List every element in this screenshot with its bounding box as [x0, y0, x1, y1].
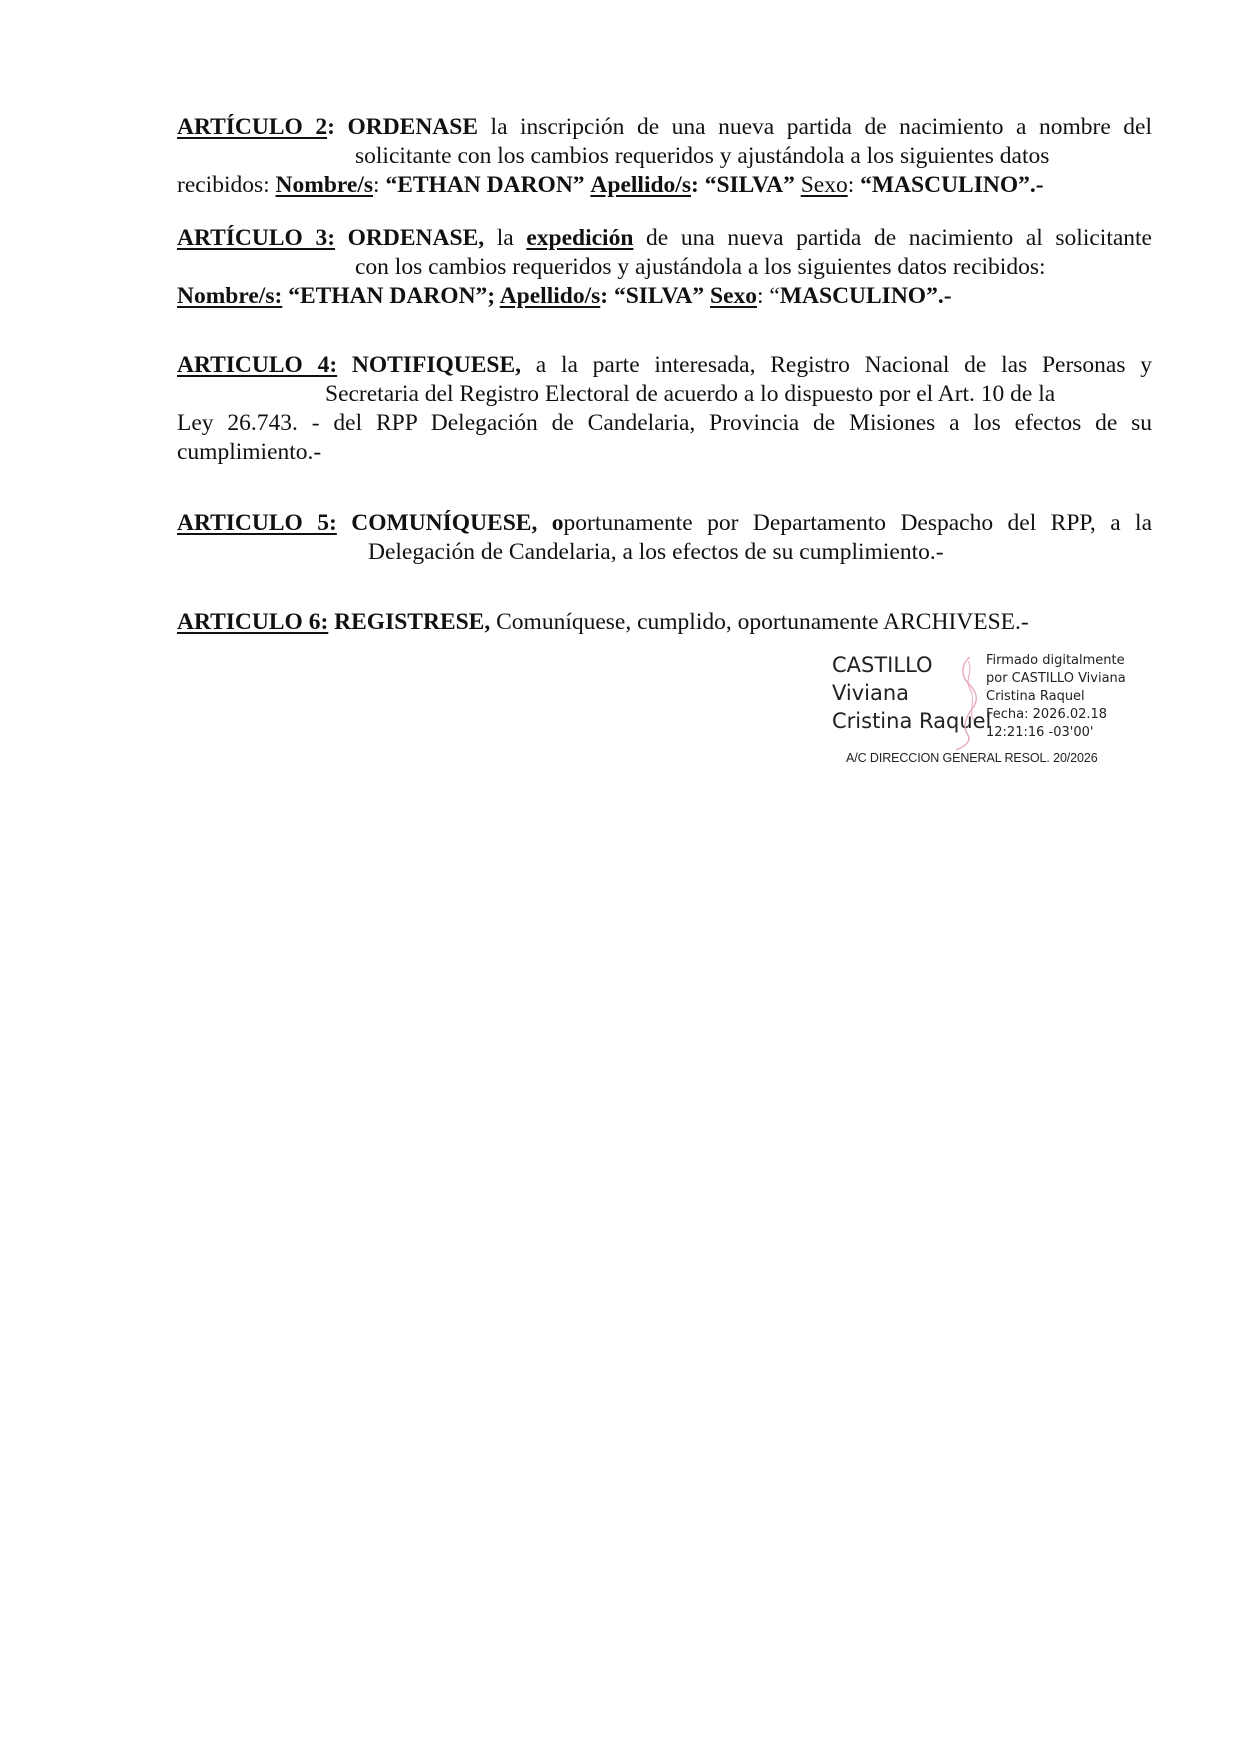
- article-2-label: ARTÍCULO 2: [177, 114, 328, 140]
- article-4-line-4: [177, 438, 1152, 467]
- signature-detail-line-2: por CASTILLO Viviana: [986, 671, 1126, 686]
- article-4: [177, 351, 1152, 467]
- article-2-verb: ORDENASE: [347, 114, 479, 140]
- article-5-line-1: [177, 509, 1152, 538]
- article-2-apellido-value: “SILVA”: [704, 172, 795, 198]
- article-4-line-3: [177, 409, 1152, 438]
- article-2-apellido-label: Apellido/s: [590, 172, 691, 198]
- article-4-text-4: cumplimiento.-: [177, 439, 322, 465]
- article-2-nombre-value: “ETHAN DARON”: [385, 172, 585, 198]
- article-4-text-2: Secretaria del Registro Electoral de acuerdo a lo dispuesto por el Art. 10 de la: [325, 381, 1056, 407]
- article-2-sexo-sep: :: [847, 172, 861, 198]
- signer-role: A/C DIRECCION GENERAL RESOL. 20/2026: [846, 751, 1098, 765]
- article-2-sexo-value: “MASCULINO”.-: [860, 172, 1044, 198]
- signer-name-line-2: Viviana: [832, 681, 910, 705]
- signature-detail-line-4: Fecha: 2026.02.18: [986, 707, 1108, 722]
- signature-mark-icon: [950, 653, 990, 753]
- article-6-text-1: Comuníquese, cumplido, oportunamente ARCHIVESE.-: [490, 609, 1029, 635]
- signature-detail-line-1: Firmado digitalmente: [986, 653, 1125, 668]
- article-4-text-1: a la parte interesada, Registro Nacional de las Personas y: [521, 352, 1152, 378]
- article-3-sexo-value: MASCULINO”.-: [779, 283, 952, 309]
- signature-detail-line-3: Cristina Raquel: [986, 689, 1085, 704]
- article-5: [177, 509, 1152, 567]
- article-3-nombre-label: Nombre/s:: [177, 283, 283, 309]
- signature-details: [986, 652, 1126, 742]
- article-3-line-1: [177, 224, 1152, 253]
- article-2-line-1: [177, 113, 1152, 142]
- article-4-line-2: [177, 380, 1152, 409]
- article-2-nombre-sep: :: [373, 172, 386, 198]
- article-6-label: ARTICULO 6:: [177, 609, 329, 635]
- article-5-text-1: portunamente por Departamento Despacho del RPP, a la: [563, 510, 1153, 536]
- article-3-line-3: [177, 282, 1152, 311]
- article-2-apellido-sep: :: [690, 172, 705, 198]
- signature-detail-line-5: 12:21:16 -03'00': [986, 725, 1094, 740]
- article-3-sexo-label: Sexo: [710, 283, 757, 309]
- signer-name-line-1: CASTILLO: [832, 653, 933, 677]
- article-2-text-3-prefix: recibidos:: [177, 172, 276, 198]
- article-6: [177, 608, 1152, 637]
- article-2-sexo-label: Sexo: [800, 172, 848, 198]
- article-2-text-1: la inscripción de una nueva partida de nacimiento a nombre del: [478, 114, 1152, 140]
- article-2-nombre-label: Nombre/s: [275, 172, 374, 198]
- article-4-text-3: Ley 26.743. - del RPP Delegación de Candelaria, Provincia de Misiones a los efectos de su: [177, 410, 1152, 436]
- article-5-text-2: Delegación de Candelaria, a los efectos de su cumplimiento.-: [368, 539, 944, 565]
- article-3-apellido-label: Apellido/s: [499, 283, 601, 309]
- article-6-verb: REGISTRESE,: [334, 609, 491, 635]
- article-3-label: ARTÍCULO 3:: [177, 225, 336, 251]
- article-2-line-2: [177, 142, 1152, 171]
- article-5-verb: COMUNÍQUESE, o: [351, 510, 564, 536]
- article-3-line-2: [177, 253, 1152, 282]
- article-3: [177, 224, 1152, 311]
- article-5-line-2: [177, 538, 1152, 567]
- article-2-line-3: [177, 171, 1152, 200]
- article-4-verb: NOTIFIQUESE,: [351, 352, 522, 378]
- article-3-text-1: de una nueva partida de nacimiento al solicitante: [633, 225, 1152, 251]
- article-3-text-2: con los cambios requeridos y ajustándola a los siguientes datos recibidos:: [355, 254, 1046, 280]
- article-3-verb: ORDENASE,: [347, 225, 485, 251]
- article-2-text-2: solicitante con los cambios requeridos y ajustándola a los siguientes datos: [355, 143, 1050, 169]
- article-3-text-la: la: [484, 225, 527, 251]
- article-4-label: ARTICULO 4:: [177, 352, 338, 378]
- article-2: [177, 113, 1152, 200]
- article-3-keyword: expedición: [526, 225, 634, 251]
- article-5-label: ARTICULO 5:: [177, 510, 337, 536]
- article-6-line-1: [177, 608, 1152, 637]
- article-3-nombre-value: “ETHAN DARON”;: [282, 283, 500, 309]
- article-3-apellido-value: : “SILVA”: [600, 283, 710, 309]
- article-3-sexo-sep: : “: [757, 283, 780, 309]
- signer-name-line-3: Cristina Raquel: [832, 709, 992, 733]
- article-4-line-1: [177, 351, 1152, 380]
- article-2-colon: :: [327, 114, 335, 140]
